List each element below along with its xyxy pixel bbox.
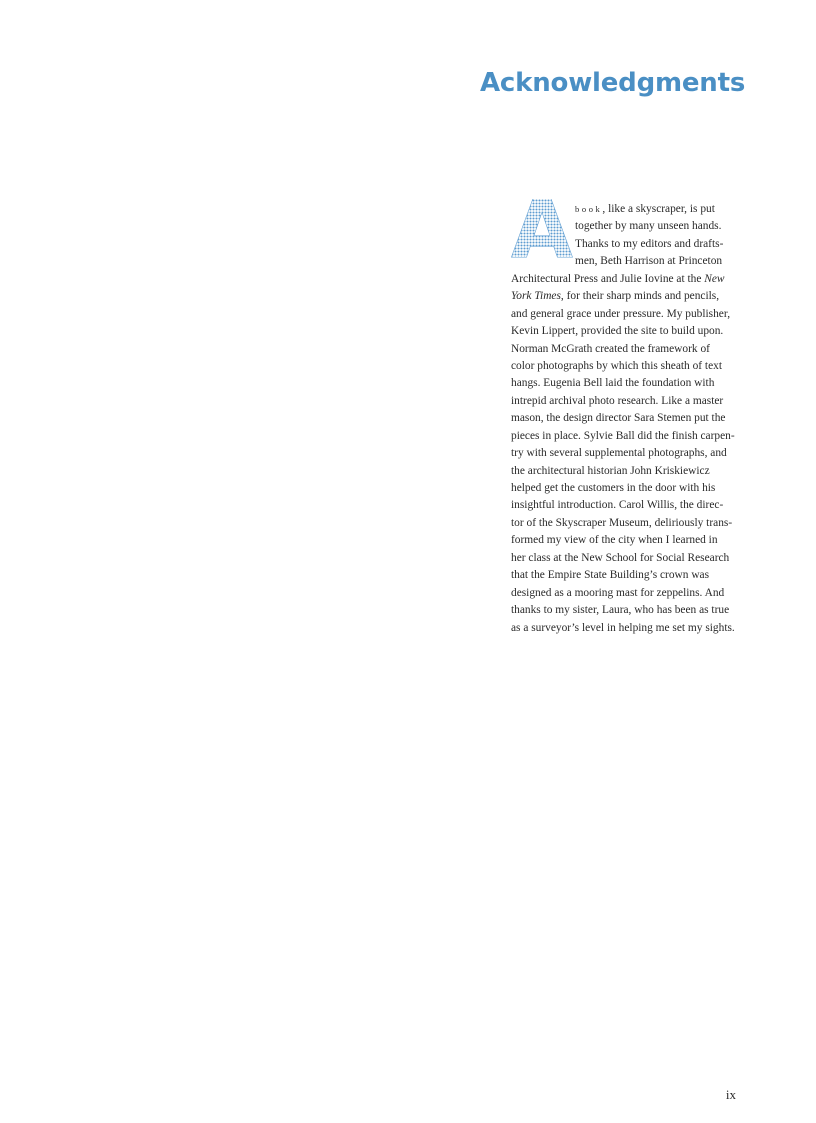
text-line: as a surveyor’s level in helping me set my sights. bbox=[511, 621, 735, 634]
text-line: pieces in place. Sylvie Ball did the finish carpen- bbox=[511, 429, 735, 442]
text-line: Architectural Press and Julie Iovine at the New bbox=[511, 272, 725, 285]
text-line: hangs. Eugenia Bell laid the foundation with bbox=[511, 377, 715, 390]
text-line: formed my view of the city when I learned in bbox=[511, 534, 718, 547]
text-line: book, like a skyscraper, is put bbox=[575, 203, 715, 215]
text-line: thanks to my sister, Laura, who has been as true bbox=[511, 604, 730, 617]
text-line: Norman McGrath created the framework of bbox=[511, 342, 710, 355]
svg-text:A: A bbox=[511, 199, 573, 259]
text-line: the architectural historian John Kriskiewicz bbox=[511, 464, 710, 477]
page-title: Acknowledgments bbox=[480, 68, 746, 98]
text-line: intrepid archival photo research. Like a master bbox=[511, 394, 724, 407]
text-line: mason, the design director Sara Stemen put the bbox=[511, 412, 726, 425]
text-line: tor of the Skyscraper Museum, deliriously trans- bbox=[511, 516, 733, 529]
text-line: try with several supplemental photographs, and bbox=[511, 447, 727, 460]
text-line: Kevin Lippert, provided the site to build upon. bbox=[511, 325, 724, 338]
text-line: insightful introduction. Carol Willis, the direc- bbox=[511, 499, 724, 512]
text-line: York Times, for their sharp minds and pencils, bbox=[511, 290, 720, 303]
text-line: and general grace under pressure. My publisher, bbox=[511, 307, 731, 320]
text-line: men, Beth Harrison at Princeton bbox=[575, 255, 723, 268]
text-line: Thanks to my editors and drafts- bbox=[575, 237, 724, 250]
text-line: her class at the New School for Social Research bbox=[511, 551, 730, 564]
acknowledgments-text bbox=[511, 201, 739, 637]
text-line: designed as a mooring mast for zeppelins. And bbox=[511, 586, 725, 599]
text-line: together by many unseen hands. bbox=[575, 220, 722, 233]
page-number: ix bbox=[725, 1087, 736, 1102]
text-line: helped get the customers in the door with his bbox=[511, 482, 716, 494]
text-line: that the Empire State Building’s crown was bbox=[511, 569, 710, 582]
text-line: color photographs by which this sheath of text bbox=[511, 359, 723, 372]
